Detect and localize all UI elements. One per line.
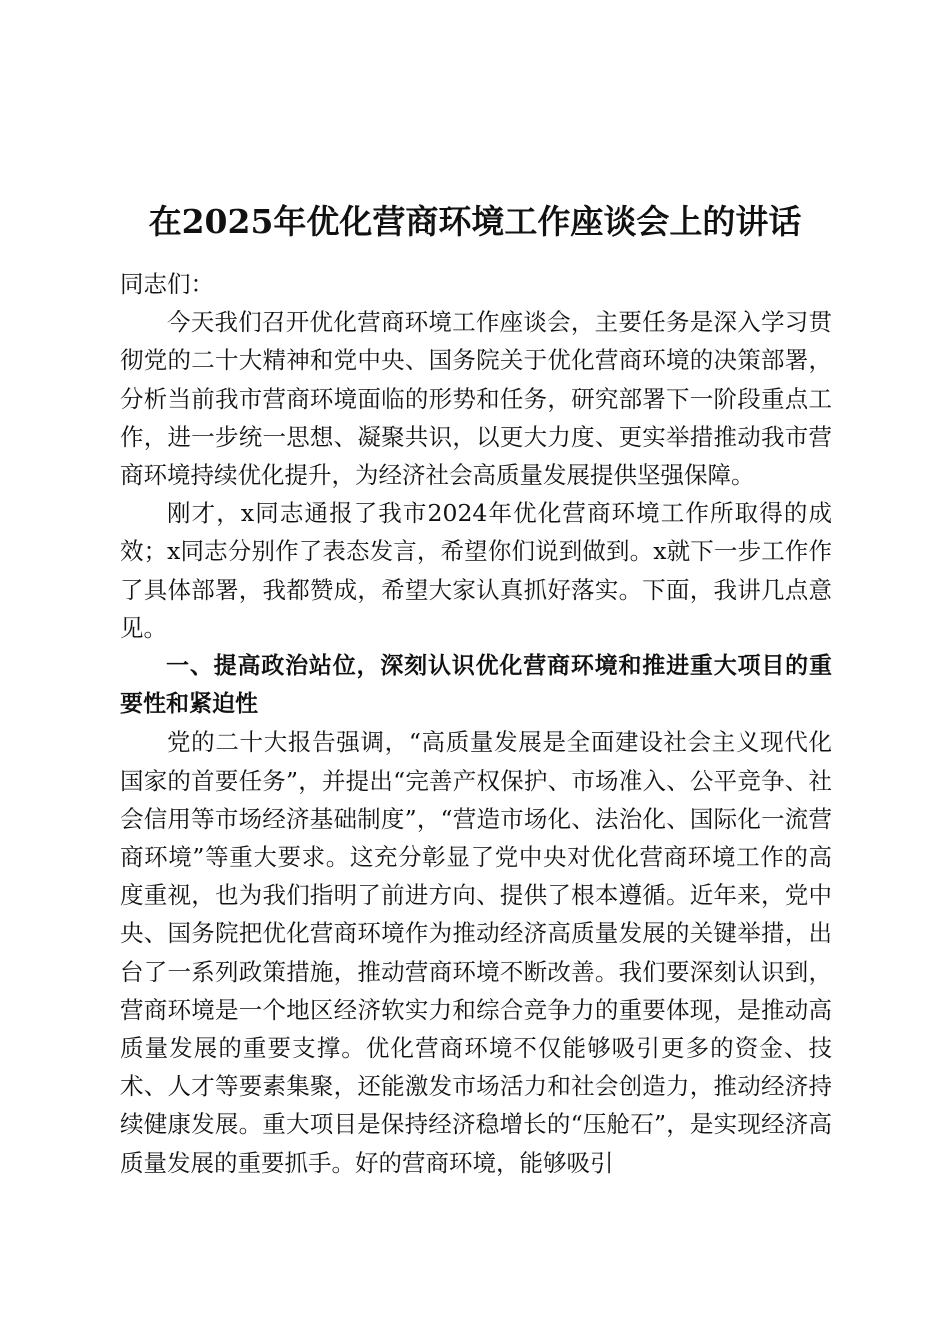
document-body xyxy=(120,265,832,1182)
section-heading-1: 一、提高政治站位，深刻认识优化营商环境和推进重大项目的重要性和紧迫性 xyxy=(120,653,832,718)
paragraph-reports: 刚才，x同志通报了我市2024年优化营商环境工作所取得的成效；x同志分别作了表态发言，希望你们说到做到。x就下一步工作作了具体部署，我都赞成，希望大家认真抓好落实。下面，我讲几点意见。 xyxy=(120,499,832,642)
salutation: 同志们： xyxy=(120,270,214,298)
section-1-paragraph: 党的二十大报告强调，“高质量发展是全面建设社会主义现代化国家的首要任务”，并提出“完善产权保护、市场准入、公平竞争、社会信用等市场经济基础制度”，“营造市场化、法治化、国际化一流营商环境”等重大要求。这充分彰显了党中央对优化营商环境工作的高度重视，也为我们指明了前进方向、提供了根本遵循。近年来，党中央、国务院把优化营商环境作为推动经济高质量发展的关键举措，出台了一系列政策措施，推动营商环境不断改善。我们要深刻认识到，营商环境是一个地区经济软实力和综合竞争力的重要体现，是推动高质量发展的重要支撑。优化营商环境不仅能够吸引更多的资金、技术、人才等要素集聚，还能激发市场活力和社会创造力，推动经济持续健康发展。重大项目是保持经济稳增长的“压舱石”，是实现经济高质量发展的重要抓手。好的营商环境，能够吸引 xyxy=(120,728,832,1177)
document-title: 在2025年优化营商环境工作座谈会上的讲话 xyxy=(148,202,802,241)
paragraph-intro: 今天我们召开优化营商环境工作座谈会，主要任务是深入学习贯彻党的二十大精神和党中央、国务院关于优化营商环境的决策部署，分析当前我市营商环境面临的形势和任务，研究部署下一阶段重点工作，进一步统一思想、凝聚共识，以更大力度、更实举措推动我市营商环境持续优化提升，为经济社会高质量发展提供坚强保障。 xyxy=(120,308,832,490)
